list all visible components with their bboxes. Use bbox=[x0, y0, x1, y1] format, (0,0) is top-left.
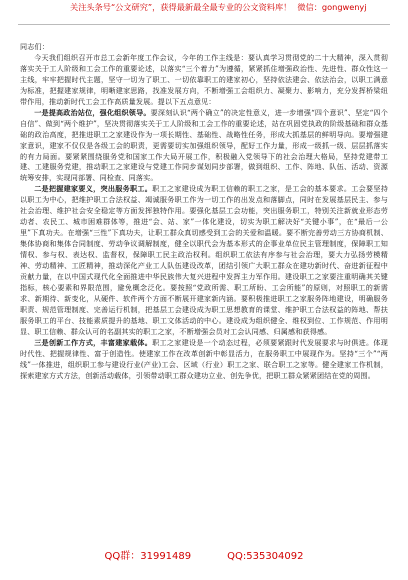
document-body bbox=[20, 42, 388, 542]
paragraph-text: 职工之家建设成为职工信赖的职工之家，是工会的基本要求。工会要坚持以职工为中心，把维护职工合法权益、竭诚服务职工作为一切工作的出发点和落脚点，同时在发展基层民主、参与社会治理、维护社会安全稳定等方面发挥独特作用。要强化基层工会功能，突出服务职工，特别关注新就业形态劳动者、农民工、城市困难群体等，推进“会、站、家”一体化建设，切实为职工解决好“关键小事”，在“最后一公里”下真功夫。在增强“三性”下真功夫，让职工群众真切感受到工会的关爱和温暖。要不断完善劳动三方协商机制、集体协商和集体合同制度、劳动争议调解制度，健全以职代会为基本形式的企事业单位民主管理制度，保障职工知情权、参与权、表达权、监督权，保障职工民主政治权利。组织职工依法有序参与社会治理，要大力弘扬劳模精神、劳动精神、工匠精神，推动深化产业工人队伍建设改革，团结引领广大职工群众在建功新时代、奋进新征程中贡献力量，在以中国式现代化全面推进中华民族伟大复兴进程中发挥主力军作用。建设职工之家要注重明确其关键指标，核心要素和界限范围，避免概念泛化。要按照“党政所需、职工所盼、工会所能”的原则，对照职工的新需求、新期待、新变化，从硬件、软件两个方面不断展开建家新内涵。要积极推进职工之家服务阵地建设，明确服务职责、规范管理制度、完善运行机制，把基层工会建设成为职工思想教育的课堂、维护职工合法权益的阵地、帮扶服务职工的平台、技能素质提升的基地、职工文体活动的中心。建设成为组织健全、维权到位、工作规范、作用明显、职工信赖、群众认可的名副其实的职工之家，不断增强会员对工会认同感、归属感和获得感。 bbox=[20, 184, 388, 336]
qq-group: QQ群：31991489 bbox=[104, 551, 192, 562]
promo-banner-main: 关注头条号“公文研究”，获得最新最全最专业的公文资料库！ bbox=[70, 2, 292, 12]
paragraph-text: 职工之家建设是一个动态过程，必须要紧跟时代发展要求与时俱进。体现时代性、把握规律性、富于创造性。使建家工作在改革创新中彰显活力，在服务职工中展现作为。坚持“三个”“两线”一体推进，组织职工参与建设行业(产业)工会、区域（行业）职工之家、联合职工之家等。健全建家工作机制，探索建家方式方法，创新活动载体，引领带动职工群众建功立业、创先争优，把职工群众紧紧团结在党的周围。 bbox=[20, 337, 388, 380]
paragraph-heading: 二是把握建家要义，突出服务职工。 bbox=[34, 184, 153, 194]
promo-banner bbox=[70, 2, 367, 22]
paragraph-text: 要深刻认识“两个确立”的决定性意义，进一步增强“四个意识”、坚定“四个自信”、做到“两个维护”，坚决贯彻落实关于工人阶级和工会工作的重要论述，站在巩固党执政的阶级基础和群众基础的政治高度，把推进职工之家建设作为一项长期性、基础性、战略性任务，形成大抓基层的鲜明导向。要增强建家意识，建家不仅仅是各级工会的职责，更需要切实加强组织领导，配好工作力量，形成一级抓一级、层层抓落实的有力局面。要紧紧围绕服务党和国家工作大局开展工作，积极融入党领导下的社会治理大格局，坚持党建带工建、工建服务党建，推动职工之家建设与党建工作同步谋划同步部署，做到组织、工作、阵地、队伍、活动、资源统筹安排，实现同部署、同检查、同落实。 bbox=[20, 107, 388, 183]
paragraph-text: 今天我们组织召开市总工会新年度工作会议，今年的工作主线是：要认真学习贯彻党的二十大精神，深入贯彻落实关于工人阶级和工会工作的重要论述，以落实“三个着力”为遵循，紧紧抓住增强政治性、先进性、群众性这一主线，牢牢把握时代主题，坚守一切为了职工、一切依靠职工的建家初心，坚持依法建会、依法治会，以职工满意为标准，把握建家规律，明晰建家思路，找准发展方向，不断增强工会组织力、凝聚力、影响力，充分发挥桥梁纽带作用，推动新时代工会工作高质量发展。提以下五点意见： bbox=[20, 52, 388, 106]
contact-footer bbox=[0, 547, 408, 562]
paragraph-point-3 bbox=[20, 338, 388, 382]
header-divider bbox=[18, 24, 390, 25]
paragraph-point-1 bbox=[20, 108, 388, 185]
promo-banner-wechat: 微信：gongwenyj bbox=[297, 2, 367, 12]
salutation: 同志们： bbox=[20, 42, 49, 51]
paragraph-intro bbox=[20, 53, 388, 108]
qq-number: QQ:535304092 bbox=[227, 551, 304, 562]
promo-banner-text bbox=[70, 2, 367, 12]
paragraph-point-2 bbox=[20, 184, 388, 337]
paragraph-heading: 一是提高政治站位，强化组织领导。 bbox=[34, 107, 151, 117]
paragraph-heading: 三是创新工作方式，丰富建家载体。 bbox=[34, 337, 153, 347]
